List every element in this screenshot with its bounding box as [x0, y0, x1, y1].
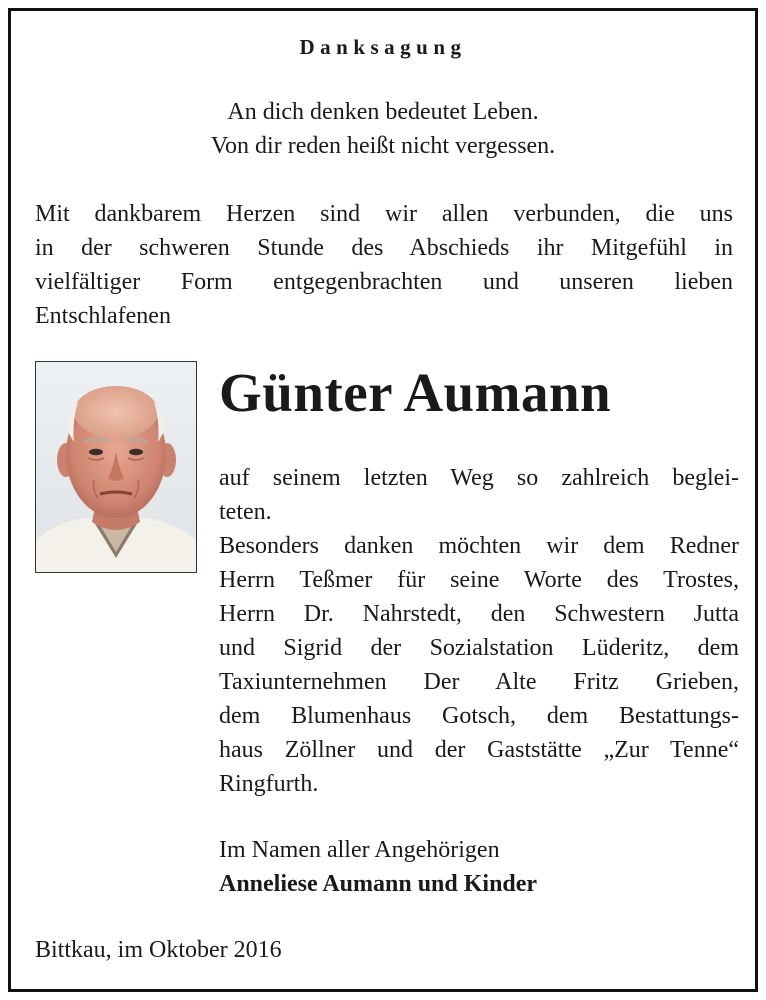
- motto: [11, 95, 755, 163]
- thanks-line: und Sigrid der Sozialstation Lüderitz, dem: [219, 635, 739, 661]
- thanks-line: Taxiunternehmen Der Alte Fritz Grieben,: [219, 669, 739, 695]
- thanks-line: Besonders danken möchten wir dem Redner: [219, 533, 739, 559]
- motto-line: Von dir reden heißt nicht vergessen.: [210, 133, 556, 159]
- signoff-names: Anneliese Aumann und Kinder: [219, 871, 538, 897]
- intro-line: in der schweren Stunde des Abschieds ihr Mitgefühl in: [35, 235, 733, 261]
- thanks-line: Ringfurth.: [219, 771, 319, 797]
- place-date: Bittkau, im Oktober 2016: [35, 937, 282, 963]
- thanks-line: Herrn Dr. Nahrstedt, den Schwestern Jutta: [219, 601, 739, 627]
- motto-line: An dich denken bedeutet Leben.: [227, 99, 539, 125]
- intro-line: Mit dankbarem Herzen sind wir allen verbunden, die uns: [35, 201, 733, 227]
- thanks-line: Herrn Teßmer für seine Worte des Trostes,: [219, 567, 739, 593]
- intro-line: vielfältiger Form entgegenbrachten und unseren lieben: [35, 269, 733, 295]
- thanks-line: dem Blumenhaus Gotsch, dem Bestattungs-: [219, 703, 739, 729]
- thanks-line: teten.: [219, 499, 272, 525]
- intro-paragraph: [35, 197, 733, 333]
- deceased-name: Günter Aumann: [219, 362, 612, 423]
- intro-line: Entschlafenen: [35, 303, 171, 329]
- signoff: [219, 833, 537, 901]
- signoff-intro: Im Namen aller Angehörigen: [219, 837, 500, 863]
- notice-frame: [8, 8, 758, 992]
- thanks-line: auf seinem letzten Weg so zahlreich beglei-: [219, 465, 739, 491]
- notice-heading: Danksagung: [299, 35, 467, 59]
- thanks-paragraph: [219, 461, 739, 801]
- thanks-line: haus Zöllner und der Gaststätte „Zur Tenne“: [219, 737, 739, 763]
- portrait-photo: [35, 361, 197, 573]
